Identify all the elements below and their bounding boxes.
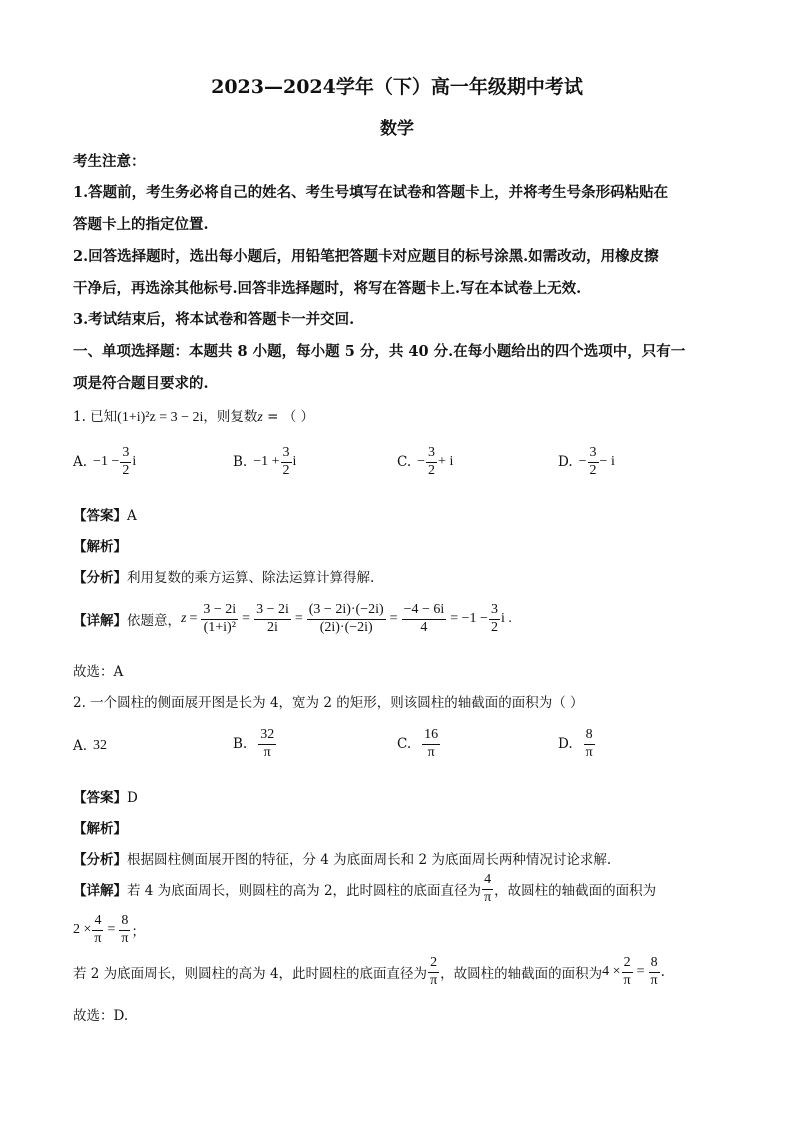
- q1-answer-tag: 【答案】: [73, 508, 127, 524]
- q2-detail-case-2: [73, 956, 665, 988]
- q2-option-b-fraction: [258, 728, 276, 760]
- q2-case-1-diameter-den: π: [484, 889, 492, 905]
- q1-option-d-den: 2: [589, 462, 597, 478]
- q1-option-a-num: 3: [120, 446, 131, 463]
- q1-fenxi-tag: 【分析】: [73, 570, 127, 586]
- q1-detail-frac-3-den: (2i)·(−2i): [319, 619, 373, 635]
- q2-option-d-label: D.: [558, 736, 573, 753]
- q2-case-1-calc-den: π: [94, 930, 102, 946]
- q1-option-d-pre: −: [578, 454, 587, 470]
- q2-option-b-num: 32: [258, 728, 276, 745]
- q2-case-2-calc-eq: =: [636, 964, 645, 980]
- question-1-suffix: ，则复数: [203, 409, 258, 425]
- q2-option-b-label: B.: [233, 736, 248, 753]
- q2-case-1-calc-frac: [92, 914, 103, 946]
- q2-answer-value: D: [127, 790, 138, 806]
- q2-fenxi-text: 根据圆柱侧面展开图的特征，分 4 为底面周长和 2 为底面周长两种情况讨论求解.: [127, 852, 612, 868]
- q2-case-2-calc-frac: [622, 956, 633, 988]
- question-1-blank: = （ ）: [262, 409, 315, 425]
- q1-detail-tag: 【详解】: [73, 613, 127, 630]
- q2-option-c: [397, 728, 441, 760]
- q1-fenxi-text: 利用复数的乘方运算、除法运算计算得解.: [127, 570, 375, 586]
- q2-option-d: [558, 728, 596, 760]
- q2-answer: [73, 786, 138, 806]
- q2-case-1-pre: 若 4 为底面周长，则圆柱的高为 2，此时圆柱的底面直径为: [127, 883, 482, 900]
- q2-case-2-pre: 若 2 为底面周长，则圆柱的高为 4，此时圆柱的底面直径为: [73, 966, 428, 983]
- q1-option-a-den: 2: [122, 462, 130, 478]
- q2-fenxi: [73, 848, 611, 868]
- q1-detail-frac-3: [307, 603, 386, 635]
- q2-case-1-result-den: π: [121, 930, 129, 946]
- q1-option-d-num: 3: [588, 446, 599, 463]
- q2-case-2-diameter: [428, 956, 439, 988]
- q1-detail-eq-4: =: [389, 611, 398, 627]
- q2-case-2-result-num: 8: [649, 956, 660, 973]
- q2-case-2-result-den: π: [650, 972, 658, 988]
- q1-detail-frac-5-num: 3: [489, 603, 500, 620]
- q1-option-d-post: − i: [599, 454, 615, 470]
- q2-detail-tag: 【详解】: [73, 883, 127, 900]
- q1-option-d-fraction: [588, 446, 599, 478]
- q2-option-b-den: π: [263, 744, 271, 760]
- q1-option-a: [73, 446, 136, 478]
- q2-case-1-diameter: [482, 873, 493, 905]
- q2-option-c-num: 16: [422, 728, 440, 745]
- notice-item-1-cont: 答题卡上的指定位置.: [73, 216, 209, 233]
- q2-fenxi-tag: 【分析】: [73, 852, 127, 868]
- q2-case-2-calc-den: π: [623, 972, 631, 988]
- q2-case-1-end: ；: [131, 924, 145, 941]
- q1-option-a-label: A.: [73, 454, 88, 471]
- q1-detail-frac-4-den: 4: [420, 619, 428, 635]
- q2-case-1-calc-num: 4: [92, 914, 103, 931]
- q2-case-1-calc: [73, 914, 145, 946]
- notice-item-2-cont: 干净后，再选涂其他标号.回答非选择题时，将写在答题卡上.写在本试卷上无效.: [73, 280, 582, 297]
- q1-option-a-post: i: [132, 454, 137, 470]
- q1-detail-eq-1: =: [189, 611, 198, 627]
- section-heading: 一、单项选择题：本题共 8 小题，每小题 5 分，共 40 分.在每小题给出的四个选项中，只有一: [73, 343, 686, 360]
- question-1-equation: (1+i)²z = 3 − 2i: [117, 410, 204, 425]
- q2-case-1-post: ，故圆柱的轴截面的面积为: [494, 883, 657, 900]
- q2-detail-case-1: [73, 873, 656, 905]
- q1-option-b-den: 2: [282, 462, 290, 478]
- q1-option-b-fraction: [281, 446, 292, 478]
- q1-detail-eq-2: =: [242, 611, 251, 627]
- q2-case-2-diameter-den: π: [430, 972, 438, 988]
- q2-option-d-num: 8: [584, 728, 595, 745]
- q1-detail: [73, 603, 512, 635]
- q2-case-2-post: ，故圆柱的轴截面的面积为: [440, 966, 603, 983]
- q1-detail-frac-2: [254, 603, 291, 635]
- q1-detail-frac-3-num: (3 − 2i)·(−2i): [307, 603, 386, 620]
- q1-option-c: [397, 446, 453, 478]
- q2-option-c-label: C.: [397, 736, 412, 753]
- q1-option-c-pre: −: [417, 454, 426, 470]
- exam-title: 2023—2024学年（下）高一年级期中考试: [211, 76, 583, 98]
- q1-option-a-pre: −1 −: [93, 454, 120, 470]
- q1-analysis-tag: 【解析】: [73, 539, 127, 555]
- q2-option-a-value: 32: [93, 738, 108, 753]
- q2-case-2-calc-pre: 4 ×: [602, 964, 621, 980]
- q1-detail-tail-pre: = −1 −: [450, 611, 488, 627]
- q1-option-b-pre: −1 +: [253, 454, 280, 470]
- q2-case-1-calc-pre: 2 ×: [73, 922, 92, 938]
- q2-option-a-label: A.: [73, 738, 88, 754]
- q2-case-1-calc-eq: =: [107, 922, 116, 938]
- q1-detail-frac-4-num: −4 − 6i: [402, 603, 447, 620]
- q1-option-c-post: + i: [438, 454, 454, 470]
- q1-option-c-label: C.: [397, 454, 412, 471]
- question-1-prefix: 1. 已知: [73, 409, 118, 425]
- q2-option-b: [233, 728, 277, 760]
- q1-option-b: [233, 446, 296, 478]
- q1-option-a-fraction: [120, 446, 131, 478]
- q1-detail-frac-1-den: (1+i)²: [203, 619, 236, 635]
- q2-analysis-tag: 【解析】: [73, 821, 127, 837]
- q1-option-b-label: B.: [233, 454, 248, 471]
- section-heading-cont: 项是符合题目要求的.: [73, 375, 209, 392]
- q2-answer-tag: 【答案】: [73, 790, 127, 806]
- q1-option-c-fraction: [426, 446, 437, 478]
- q1-conclusion: 故选：A: [73, 664, 124, 680]
- q1-option-d-label: D.: [558, 454, 573, 471]
- q2-case-1-diameter-num: 4: [482, 873, 493, 890]
- q1-answer: [73, 504, 137, 524]
- notice-item-1: 1.答题前，考生务必将自己的姓名、考生号填写在试卷和答题卡上，并将考生号条形码粘贴在: [73, 184, 669, 201]
- q2-case-1-result: [119, 914, 130, 946]
- q1-detail-frac-5: [489, 603, 500, 635]
- q2-case-2-end: .: [660, 964, 665, 981]
- q1-detail-frac-2-den: 2i: [267, 619, 278, 635]
- notice-item-2: 2.回答选择题时，选出每小题后，用铅笔把答题卡对应题目的标号涂黑.如需改动，用橡皮擦: [73, 248, 659, 265]
- q2-case-2-diameter-num: 2: [428, 956, 439, 973]
- q2-option-d-den: π: [585, 744, 593, 760]
- q1-option-c-num: 3: [426, 446, 437, 463]
- notice-item-3: 3.考试结束后，将本试卷和答题卡一并交回.: [73, 311, 355, 328]
- q1-option-c-den: 2: [428, 462, 436, 478]
- notice-heading: 考生注意：: [73, 153, 146, 170]
- q2-option-c-den: π: [427, 744, 435, 760]
- question-1-var: z: [257, 410, 263, 425]
- q2-option-a: [73, 738, 107, 754]
- q1-detail-frac-1-num: 3 − 2i: [201, 603, 238, 620]
- q1-detail-frac-1: [201, 603, 238, 635]
- q1-detail-eq-3: =: [294, 611, 303, 627]
- subject-title: 数学: [380, 119, 414, 139]
- q1-answer-value: A: [127, 508, 137, 524]
- q1-detail-tail-post: i .: [500, 611, 512, 627]
- q1-detail-frac-5-den: 2: [490, 619, 498, 635]
- q2-option-c-fraction: [422, 728, 440, 760]
- q2-option-d-fraction: [584, 728, 595, 760]
- q2-case-2-calc-num: 2: [622, 956, 633, 973]
- question-1-stem: [73, 405, 314, 426]
- q1-detail-var: z: [181, 611, 187, 627]
- q2-case-2-result: [649, 956, 660, 988]
- question-2-stem: 2. 一个圆柱的侧面展开图是长为 4，宽为 2 的矩形，则该圆柱的轴截面的面积为（ ）: [73, 695, 584, 711]
- q1-detail-pre: 依题意，: [127, 613, 181, 630]
- q1-detail-frac-4: [402, 603, 447, 635]
- q1-option-b-post: i: [292, 454, 297, 470]
- q2-conclusion: 故选：D.: [73, 1008, 129, 1024]
- q1-option-d: [558, 446, 615, 478]
- q1-detail-frac-2-num: 3 − 2i: [254, 603, 291, 620]
- q1-fenxi: [73, 566, 374, 586]
- q1-option-b-num: 3: [281, 446, 292, 463]
- q2-case-1-result-num: 8: [119, 914, 130, 931]
